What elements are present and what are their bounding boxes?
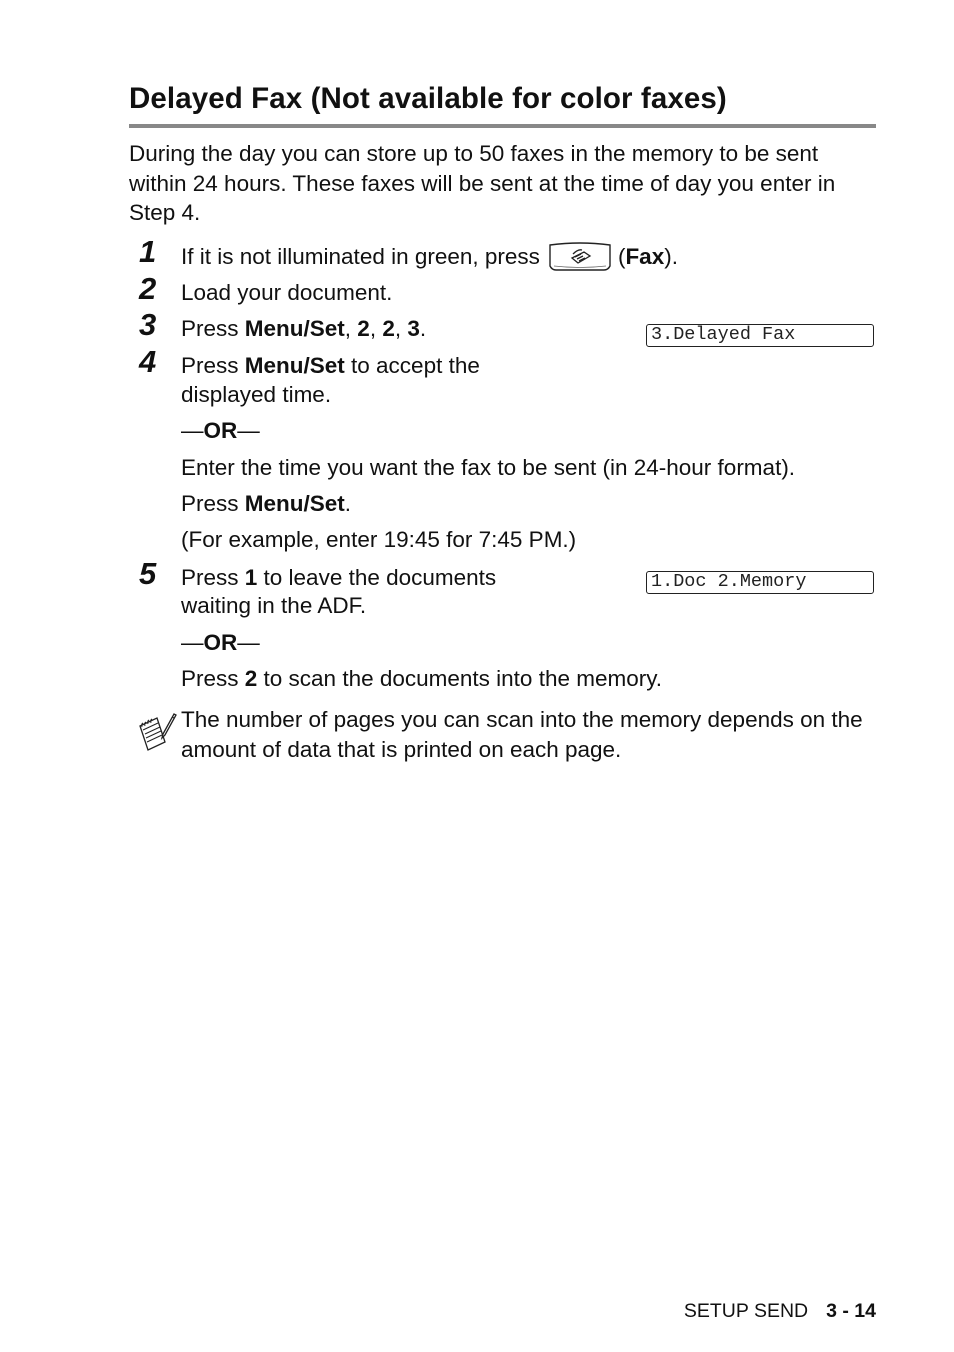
step-3-sep2: , (369, 316, 383, 341)
page-title: Delayed Fax (Not available for color faxes) (129, 82, 727, 115)
step-3-end: . (419, 316, 427, 341)
step-number-4: 4 (139, 344, 157, 379)
step-4-alt-2-end: . (344, 491, 352, 516)
footer-section: SETUP SEND (683, 1300, 809, 1322)
step-4-bold: Menu/Set (244, 353, 345, 378)
step-4-alt-2-pre: Press (181, 491, 245, 516)
step-5-or-dash-1: — (181, 630, 204, 655)
step-5-line-1 (181, 563, 496, 592)
note-text: The number of pages you can scan into the memory depends on the amount of data that is printed on each page. (181, 707, 863, 762)
step-5-alt-bold: 2 (244, 666, 258, 691)
step-3-sep3: , (394, 316, 408, 341)
title-rule (129, 124, 876, 128)
page-footer (684, 1300, 876, 1323)
step-3-bold-2a: 2 (357, 316, 370, 341)
step-1-close: ). (664, 244, 678, 269)
step-4-example: (For example, enter 19:45 for 7:45 PM.) (181, 527, 577, 552)
step-number-2: 2 (139, 271, 157, 306)
step-5-alt (181, 664, 662, 693)
step-number-3: 3 (139, 307, 157, 342)
step-3-bold-menu: Menu/Set (244, 316, 345, 341)
step-4-or-dash-2: — (237, 418, 260, 443)
step-5-bold: 1 (244, 565, 258, 590)
step-3-bold-2b: 2 (382, 316, 395, 341)
step-5-or-label: OR (203, 630, 238, 655)
note-pad-icon (137, 712, 177, 754)
step-1-open: ( (617, 244, 626, 269)
step-1-bold: Fax (625, 244, 665, 269)
step-3-sep1: , (344, 316, 358, 341)
lcd-display-delayed-fax: 3.Delayed Fax (646, 324, 874, 347)
step-4-alt-2 (181, 489, 351, 518)
step-1-text (181, 242, 678, 273)
step-3-text (181, 314, 426, 343)
step-4-line-2: displayed time. (181, 382, 332, 407)
step-number-1: 1 (139, 234, 157, 269)
step-5-or (181, 628, 260, 657)
step-5-line-2: waiting in the ADF. (181, 593, 367, 618)
footer-page-number: 3 - 14 (826, 1300, 876, 1322)
step-4-post: to accept the (344, 353, 480, 378)
step-4-pre: Press (181, 353, 245, 378)
step-3-bold-3: 3 (407, 316, 420, 341)
step-5-pre: Press (181, 565, 245, 590)
step-1-pre: If it is not illuminated in green, press (181, 244, 540, 269)
step-3-pre: Press (181, 316, 245, 341)
step-5-or-dash-2: — (237, 630, 260, 655)
lcd-display-doc-memory: 1.Doc 2.Memory (646, 571, 874, 594)
step-5-post: to leave the documents (257, 565, 497, 590)
step-4-or (181, 416, 260, 445)
step-2-text: Load your document. (181, 280, 393, 305)
step-4-or-label: OR (203, 418, 238, 443)
step-5-alt-pre: Press (181, 666, 245, 691)
step-4-or-dash-1: — (181, 418, 204, 443)
fax-key-icon (548, 242, 612, 271)
step-number-5: 5 (139, 556, 157, 591)
step-4-alt-2-bold: Menu/Set (244, 491, 345, 516)
step-4-line-1 (181, 351, 480, 380)
intro-paragraph: During the day you can store up to 50 faxes in the memory to be sent within 24 hours. These faxes will be sent at the time of day you enter in Step 4. (129, 141, 836, 225)
step-4-alt-1: Enter the time you want the fax to be sent (in 24-hour format). (181, 455, 796, 480)
step-5-alt-post: to scan the documents into the memory. (257, 666, 663, 691)
